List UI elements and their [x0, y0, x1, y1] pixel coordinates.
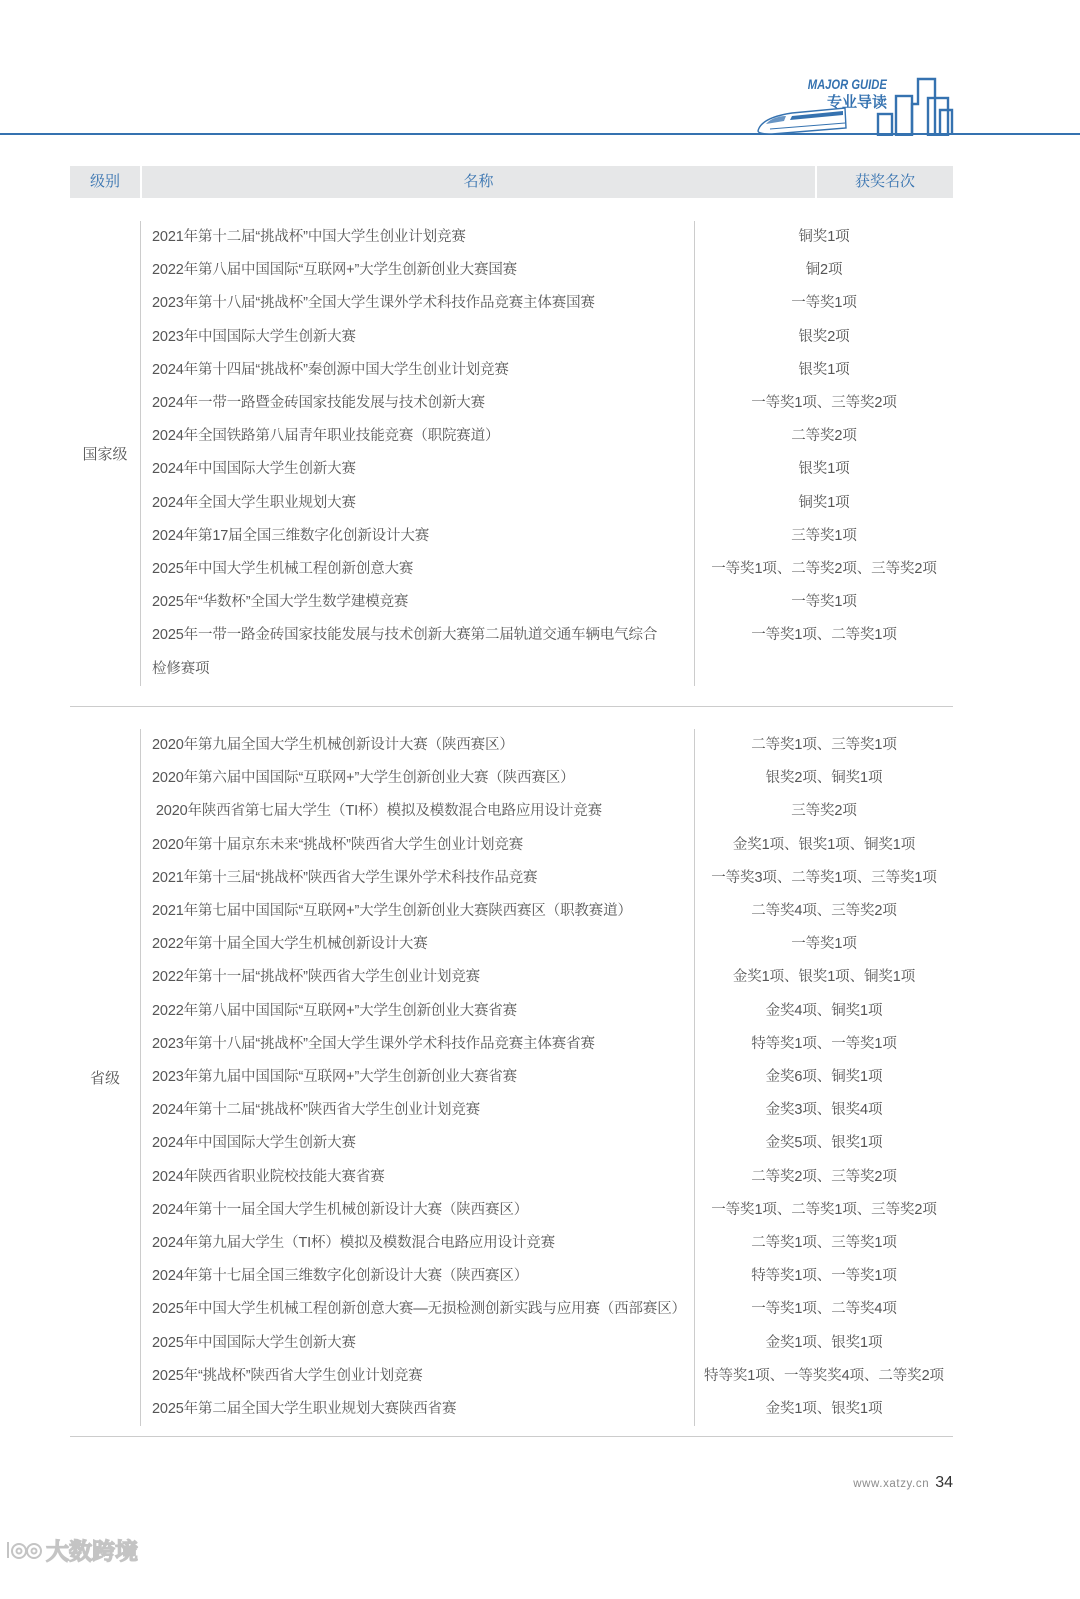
section-rows [140, 729, 953, 1426]
level-label: 省级 [89, 1070, 120, 1088]
award-result: 一等奖1项、二等奖4项 [751, 1301, 897, 1318]
award-result: 银奖2项 [798, 328, 850, 345]
award-result: 二等奖2项、三等奖2项 [751, 1168, 897, 1185]
competition-name: 2024年中国国际大学生创新大赛 [141, 453, 695, 486]
award-result: 金奖1项、银奖1项、铜奖1项 [732, 836, 916, 853]
competition-name: 2022年第十一届“挑战杯”陕西省大学生创业计划竞赛 [141, 961, 695, 994]
brand-logo-cn: 专业导读 [826, 94, 887, 111]
watermark [4, 1533, 138, 1566]
table-row [141, 354, 953, 387]
award-result: 金奖6项、铜奖1项 [765, 1069, 883, 1086]
competition-name: 2020年第十届京东未来“挑战杯”陕西省大学生创业计划竞赛 [141, 829, 695, 862]
skyline-icon [878, 79, 952, 135]
table-row [141, 487, 953, 520]
table-row [141, 762, 953, 795]
award-result: 一等奖1项、二等奖1项、三等奖2项 [711, 1201, 937, 1218]
table-row [141, 553, 953, 586]
table-row [141, 586, 953, 619]
competition-name: 2022年第十届全国大学生机械创新设计大赛 [141, 928, 695, 961]
table-section-provincial [70, 729, 953, 1426]
table-row [141, 895, 953, 928]
competition-name: 2025年一带一路金砖国家技能发展与技术创新大赛第二届轨道交通车辆电气综合 检修赛项 [141, 619, 695, 685]
column-header-level: 级别 [70, 166, 140, 198]
competition-name: 2024年全国大学生职业规划大赛 [141, 487, 695, 520]
section-divider [70, 706, 953, 707]
table-row [141, 795, 953, 828]
page-number: 34 [935, 1474, 953, 1491]
table-row [141, 453, 953, 486]
competition-name: 2021年第十二届“挑战杯”中国大学生创业计划竞赛 [141, 221, 695, 254]
award-result: 二等奖1项、三等奖1项 [751, 1235, 897, 1252]
award-result: 金奖5项、银奖1项 [765, 1135, 883, 1152]
award-result: 金奖4项、铜奖1项 [765, 1002, 883, 1019]
watermark-text: 大数跨境 [46, 1538, 138, 1564]
section-rows [140, 221, 953, 686]
competition-name: 2024年一带一路暨金砖国家技能发展与技术创新大赛 [141, 387, 695, 420]
award-result: 金奖1项、银奖1项、铜奖1项 [732, 969, 916, 986]
award-result: 二等奖2项 [791, 428, 857, 445]
column-header-award: 获奖名次 [817, 166, 953, 198]
award-result: 一等奖1项 [791, 936, 857, 953]
competition-name: 2020年第九届全国大学生机械创新设计大赛（陕西赛区） [141, 729, 695, 762]
award-result: 一等奖1项 [791, 295, 857, 312]
table-row [141, 1327, 953, 1360]
competition-name: 2024年第十四届“挑战杯”秦创源中国大学生创业计划竞赛 [141, 354, 695, 387]
award-result: 特等奖1项、一等奖1项 [751, 1035, 897, 1052]
table-row [141, 1061, 953, 1094]
table-row [141, 862, 953, 895]
award-result: 二等奖4项、三等奖2项 [751, 903, 897, 920]
competition-name: 2024年第九届大学生（TI杯）模拟及模数混合电路应用设计竞赛 [141, 1227, 695, 1260]
award-result: 银奖1项 [798, 361, 850, 378]
award-result: 铜奖1项 [798, 494, 850, 511]
table-row [141, 928, 953, 961]
website-url: www.xatzy.cn [853, 1478, 930, 1490]
table-row [141, 619, 953, 685]
award-result: 银奖1项 [798, 461, 850, 478]
table-section-national [70, 221, 953, 686]
competition-name: 2025年中国国际大学生创新大赛 [141, 1327, 695, 1360]
competition-name: 2025年“华数杯”全国大学生数学建模竞赛 [141, 586, 695, 619]
page-footer [853, 1474, 953, 1492]
award-result: 特等奖1项、一等奖奖4项、二等奖2项 [704, 1367, 944, 1384]
section-divider [70, 1436, 953, 1437]
competition-name: 2020年陕西省第七届大学生（TI杯）模拟及模数混合电路应用设计竞赛 [141, 795, 695, 828]
table-row [141, 1227, 953, 1260]
competition-name: 2024年第17届全国三维数字化创新设计大赛 [141, 520, 695, 553]
table-row [141, 387, 953, 420]
competition-name: 2025年中国大学生机械工程创新创意大赛 [141, 553, 695, 586]
competition-name: 2023年第十八届“挑战杯”全国大学生课外学术科技作品竞赛主体赛省赛 [141, 1028, 695, 1061]
award-result: 一等奖3项、二等奖1项、三等奖1项 [711, 869, 937, 886]
table-row [141, 961, 953, 994]
competition-name: 2024年第十二届“挑战杯”陕西省大学生创业计划竞赛 [141, 1094, 695, 1127]
award-result: 铜奖1项 [798, 229, 850, 245]
award-result: 三等奖2项 [791, 803, 857, 820]
award-result: 一等奖1项、三等奖2项 [751, 395, 897, 412]
competition-name: 2025年第二届全国大学生职业规划大赛陕西省赛 [141, 1393, 695, 1426]
competition-name: 2023年第九届中国国际“互联网+”大学生创新创业大赛省赛 [141, 1061, 695, 1094]
table-row [141, 1360, 953, 1393]
competition-name: 2024年陕西省职业院校技能大赛省赛 [141, 1161, 695, 1194]
table-row [141, 1194, 953, 1227]
award-result: 一等奖1项、二等奖1项 [751, 627, 897, 644]
competition-name: 2024年全国铁路第八届青年职业技能竞赛（职院赛道） [141, 420, 695, 453]
watermark-logo-icon [4, 1536, 44, 1564]
table-row [141, 221, 953, 254]
table-row [141, 1293, 953, 1326]
award-result: 三等奖1项 [791, 527, 857, 544]
award-result: 铜2项 [805, 262, 843, 279]
table-row [141, 729, 953, 762]
competition-name: 2023年第十八届“挑战杯”全国大学生课外学术科技作品竞赛主体赛国赛 [141, 287, 695, 320]
award-result: 特等奖1项、一等奖1项 [751, 1268, 897, 1285]
award-result: 金奖1项、银奖1项 [765, 1334, 883, 1351]
competition-name: 2022年第八届中国国际“互联网+”大学生创新创业大赛国赛 [141, 254, 695, 287]
competition-name: 2024年第十一届全国大学生机械创新设计大赛（陕西赛区） [141, 1194, 695, 1227]
table-row [141, 1161, 953, 1194]
table-header [70, 166, 953, 198]
competition-name: 2021年第七届中国国际“互联网+”大学生创新创业大赛陕西赛区（职教赛道） [141, 895, 695, 928]
table-row [141, 1028, 953, 1061]
table-row [141, 829, 953, 862]
table-row [141, 420, 953, 453]
table-row [141, 254, 953, 287]
competition-name: 2023年中国国际大学生创新大赛 [141, 321, 695, 354]
competition-name: 2025年中国大学生机械工程创新创意大赛—无损检测创新实践与应用赛（西部赛区） [141, 1293, 695, 1326]
award-result: 一等奖1项 [791, 594, 857, 611]
column-header-name: 名称 [142, 166, 815, 198]
competition-name: 2022年第八届中国国际“互联网+”大学生创新创业大赛省赛 [141, 995, 695, 1028]
table-row [141, 995, 953, 1028]
competition-name: 2024年第十七届全国三维数字化创新设计大赛（陕西赛区） [141, 1260, 695, 1293]
award-result: 一等奖1项、二等奖2项、三等奖2项 [711, 561, 937, 578]
table-row [141, 1260, 953, 1293]
award-result: 银奖2项、铜奖1项 [765, 770, 883, 787]
competition-name: 2021年第十三届“挑战杯”陕西省大学生课外学术科技作品竞赛 [141, 862, 695, 895]
award-result: 金奖1项、银奖1项 [765, 1401, 883, 1418]
competition-name: 2024年中国国际大学生创新大赛 [141, 1127, 695, 1160]
table-row [141, 1127, 953, 1160]
competition-name: 2025年“挑战杯”陕西省大学生创业计划竞赛 [141, 1360, 695, 1393]
competition-name: 2020年第六届中国国际“互联网+”大学生创新创业大赛（陕西赛区） [141, 762, 695, 795]
level-label: 国家级 [82, 445, 128, 463]
table-row [141, 520, 953, 553]
table-row [141, 1393, 953, 1426]
award-result: 金奖3项、银奖4项 [765, 1102, 883, 1119]
table-row [141, 1094, 953, 1127]
table-row [141, 321, 953, 354]
award-result: 二等奖1项、三等奖1项 [751, 737, 897, 753]
brand-logo [788, 76, 887, 112]
table-row [141, 287, 953, 320]
brand-logo-en: MAJOR GUIDE [807, 76, 887, 92]
